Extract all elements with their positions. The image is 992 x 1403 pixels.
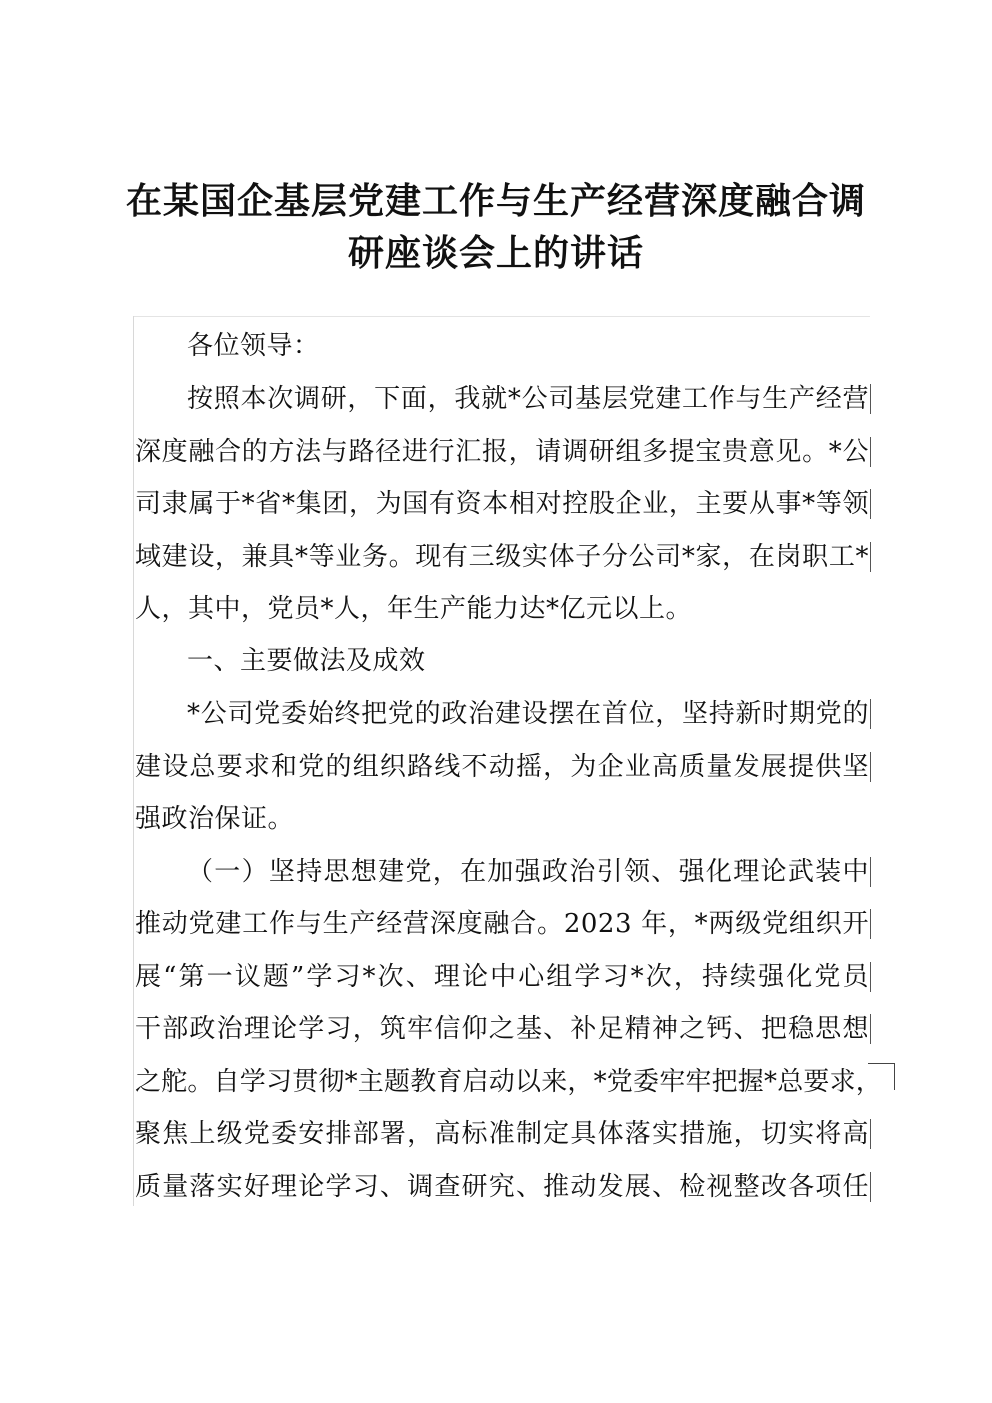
paragraph-line: 聚焦上级党委安排部署，高标准制定具体落实措施，切实将高 — [135, 1119, 869, 1149]
title-line-1: 在某国企基层党建工作与生产经营深度融合调 — [125, 181, 866, 222]
corner-mark — [868, 1063, 895, 1090]
margin-mark — [870, 857, 871, 887]
margin-mark — [870, 489, 871, 519]
paragraph-line: *公司党委始终把党的政治建设摆在首位，坚持新时期党的 — [187, 699, 869, 729]
margin-mark — [870, 1172, 871, 1202]
paragraph-line: 按照本次调研，下面，我就*公司基层党建工作与生产经营 — [187, 384, 869, 414]
paragraph-line: 推动党建工作与生产经营深度融合。2023 年，*两级党组织开 — [135, 909, 869, 939]
margin-mark — [870, 909, 871, 939]
margin-mark — [870, 1014, 871, 1044]
paragraph-line: （一）坚持思想建党，在加强政治引领、强化理论武装中 — [187, 857, 869, 887]
section-heading: 一、主要做法及成效 — [187, 646, 426, 676]
margin-mark — [870, 437, 871, 467]
paragraph-line: 质量落实好理论学习、调查研究、推动发展、检视整改各项任 — [135, 1172, 869, 1202]
paragraph-line: 展“第一议题”学习*次、理论中心组学习*次，持续强化党员 — [135, 962, 869, 992]
paragraph-line: 强政治保证。 — [135, 804, 295, 834]
salutation: 各位领导： — [187, 331, 320, 361]
margin-mark — [870, 1119, 871, 1149]
paragraph-line: 建设总要求和党的组织路线不动摇，为企业高质量发展提供坚 — [135, 752, 869, 782]
paragraph-line: 司隶属于*省*集团，为国有资本相对控股企业，主要从事*等领 — [135, 489, 869, 519]
paragraph-line: 深度融合的方法与路径进行汇报，请调研组多提宝贵意见。*公 — [135, 437, 869, 467]
paragraph-line: 干部政治理论学习，筑牢信仰之基、补足精神之钙、把稳思想 — [135, 1014, 869, 1044]
title-line-2: 研座谈会上的讲话 — [347, 233, 644, 274]
margin-mark — [870, 962, 871, 992]
paragraph-line: 人，其中，党员*人，年生产能力达*亿元以上。 — [135, 594, 693, 624]
margin-mark — [870, 542, 871, 572]
margin-mark — [870, 752, 871, 782]
paragraph-line: 之舵。自学习贯彻*主题教育启动以来，*党委牢牢把握*总要求， — [135, 1067, 883, 1097]
document-title — [120, 176, 872, 280]
paragraph-line: 域建设，兼具*等业务。现有三级实体子分公司*家，在岗职工* — [135, 542, 869, 572]
margin-mark — [870, 699, 871, 729]
margin-mark — [870, 384, 871, 414]
